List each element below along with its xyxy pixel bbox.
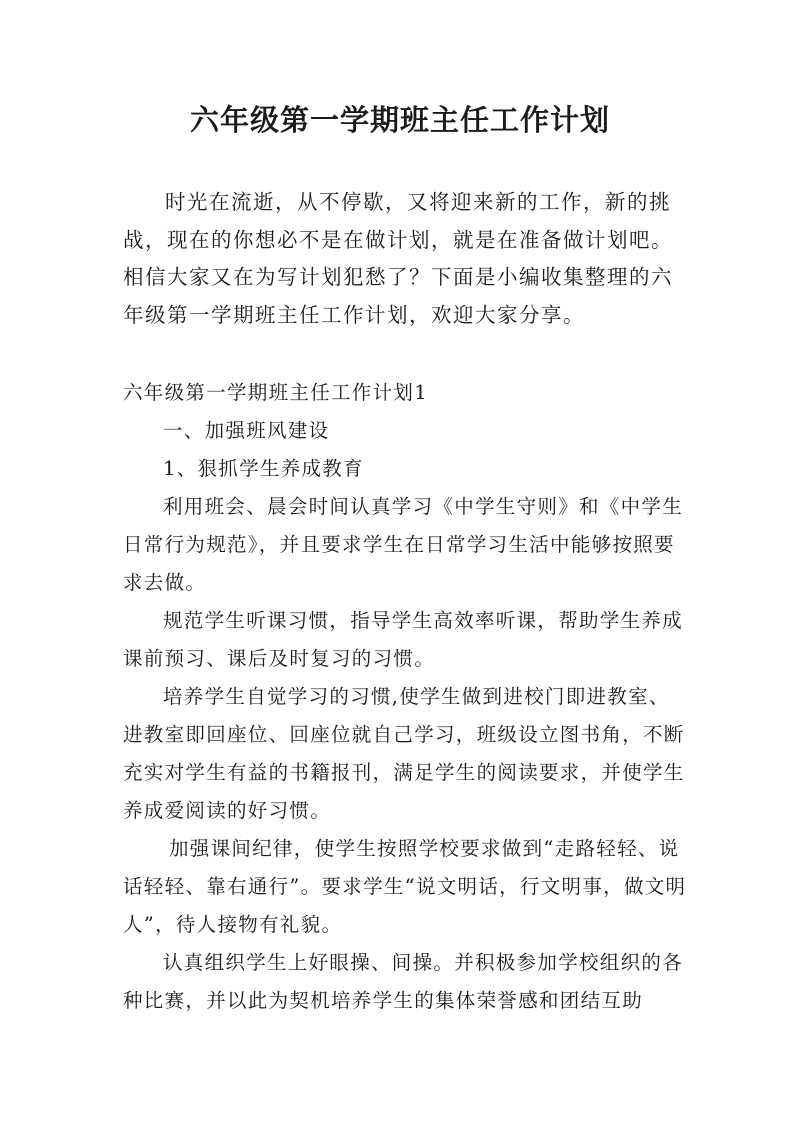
intro-paragraph: 时光在流逝，从不停歇，又将迎来新的工作，新的挑战，现在的你想必不是在做计划，就是在准备做计划吧。相信大家又在为写计划犯愁了？下面是小编收集整理的六年级第一学期班主任工作计划，欢迎大家分享。	[123, 190, 673, 327]
heading-level-1: 一、加强班风建设	[163, 419, 330, 442]
body-paragraph: 加强课间纪律，使学生按照学校要求做到“走路轻轻、说话轻轻、靠右通行”。要求学生“说文明话，行文明事，做文明人”，待人接物有礼貌。	[123, 837, 687, 936]
section-title: 六年级第一学期班主任工作计划1	[123, 381, 428, 404]
document-title: 六年级第一学期班主任工作计划	[189, 103, 610, 137]
body-paragraph: 规范学生听课习惯，指导学生高效率听课，帮助学生养成课前预习、课后及时复习的习惯。	[123, 609, 684, 670]
body-paragraph: 利用班会、晨会时间认真学习《中学生守则》和《中学生日常行为规范》，并且要求学生在日常学习生活中能够按照要求去做。	[123, 495, 684, 594]
document-body	[123, 374, 689, 1020]
heading-level-2: 1、狠抓学生养成教育	[163, 457, 364, 480]
body-paragraph: 认真组织学生上好眼操、间操。并积极参加学校组织的各种比赛，并以此为契机培养学生的集体荣誉感和团结互助	[123, 951, 684, 1012]
body-paragraph: 培养学生自觉学习的习惯,使学生做到进校门即进教室、进教室即回座位、回座位就自己学习，班级设立图书角，不断充实对学生有益的书籍报刊，满足学生的阅读要求，并使学生养成爱阅读的好习惯。	[123, 685, 685, 822]
